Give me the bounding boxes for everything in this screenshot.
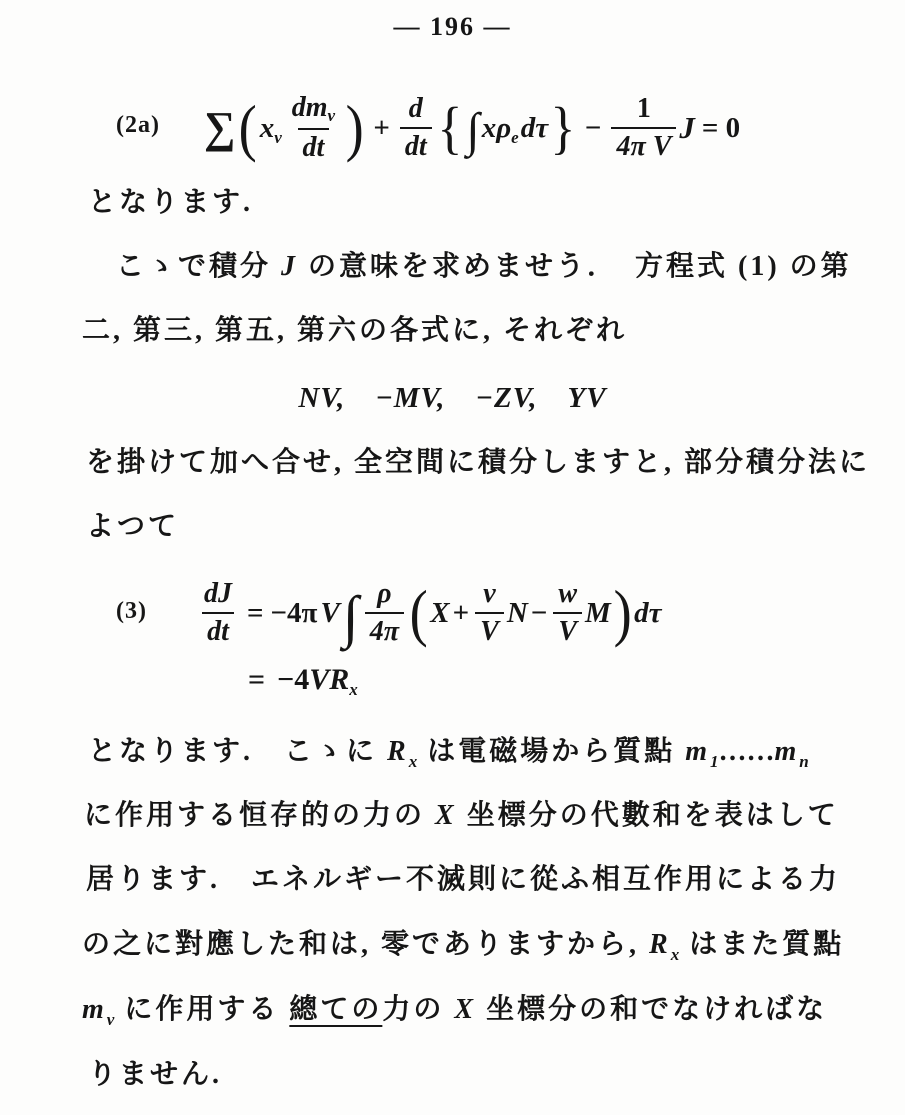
equation-3-result [248, 652, 360, 708]
var-mn: m [774, 736, 800, 767]
frac-num: 1 [636, 93, 651, 124]
var-N: N [506, 596, 528, 629]
text-segment: こゝで積分 [116, 251, 282, 282]
var-X: X [454, 994, 477, 1025]
frac-num-sub: ν [327, 106, 336, 125]
minus-operator: − [584, 111, 602, 144]
fraction-dm-dt [287, 94, 340, 162]
paragraph-line [116, 250, 852, 284]
var-x: x [259, 111, 275, 144]
text-segment: は電磁場から質點 [417, 736, 686, 767]
frac-num: dJ [204, 578, 232, 609]
paragraph-line: を掛けて加へ合せ, 全空間に積分しますと, 部分積分法に [86, 447, 871, 478]
var-m1: m [685, 736, 710, 767]
paragraph-line: よつて [86, 511, 180, 542]
sub-nu: ν [274, 128, 282, 147]
frac-num: v [483, 578, 496, 609]
equation-3-line1 [0, 568, 905, 658]
plus-operator: + [452, 596, 470, 629]
text-segment: 坐標分の代數和を表はして [456, 800, 839, 831]
equation-3-label: (3) [116, 598, 147, 624]
frac-den: V [553, 612, 582, 646]
sub-1: 1 [710, 752, 719, 771]
sub-e: e [511, 128, 519, 147]
var-J: J [281, 251, 299, 282]
summation-icon: ∑ [204, 103, 236, 152]
underlined-text: 總ての [289, 994, 383, 1025]
var-R: R [387, 736, 409, 767]
frac-den: 4π [365, 612, 404, 646]
var-M: M [585, 596, 611, 629]
sub-x: x [408, 752, 418, 771]
frac-den: dt [400, 127, 432, 161]
sub-x: x [670, 945, 680, 964]
close-brace: } [550, 94, 576, 160]
frac-den: 4π V [611, 127, 676, 161]
equation-2a-label: (2a) [116, 112, 160, 138]
frac-num: w [558, 578, 578, 609]
fraction-dJ-dt [199, 580, 237, 646]
text-segment: の意味を求めませう． 方程式 (1) の第 [298, 251, 852, 282]
fraction-d-dt [400, 95, 432, 161]
fraction-w-V [553, 580, 582, 646]
fraction-v-V [475, 580, 504, 646]
equation-3-line2 [0, 652, 905, 708]
paragraph-line [88, 735, 809, 772]
fraction-1-4piV [611, 95, 676, 161]
text-segment: はまた質點 [679, 929, 845, 960]
open-paren: ( [409, 577, 428, 649]
equals-zero: = 0 [701, 111, 741, 144]
text-segment: 坐標分の和でなければな [476, 994, 828, 1025]
var-VR: VR [309, 663, 350, 696]
differential-dtau: dτ [520, 111, 549, 144]
equals-sign: = [248, 663, 266, 696]
text-segment: に作用する [114, 994, 290, 1025]
coefficient: −4π [270, 596, 318, 629]
frac-den: dt [298, 128, 330, 162]
var-V: V [320, 596, 340, 629]
sub-x: x [349, 680, 358, 699]
var-X: X [435, 800, 457, 831]
paragraph-line: 二, 第三, 第五, 第六の各式に, それぞれ [82, 315, 628, 346]
ellipsis-dots: …… [718, 736, 775, 767]
page-number: — 196 — [393, 12, 512, 41]
var-R: R [649, 929, 671, 960]
plus-operator: + [373, 111, 390, 144]
open-paren: ( [238, 92, 258, 164]
equation-3-body [196, 568, 662, 658]
text-segment: に作用する恒存的の力の [84, 800, 436, 831]
frac-den: dt [202, 612, 234, 646]
text-segment: 力の [382, 994, 455, 1025]
frac-num: dm [291, 92, 328, 123]
close-paren: ) [345, 92, 364, 164]
equation-2a [0, 82, 905, 174]
paragraph-line: 居ります. エネルギー不滅則に從ふ相互作用による力 [86, 864, 841, 895]
paragraph-line [84, 799, 839, 833]
coefficient: −4 [277, 663, 310, 696]
var-J: J [679, 110, 695, 145]
equals-sign: = [247, 596, 264, 629]
integral-icon: ∫ [466, 104, 480, 157]
integral-icon: ∫ [342, 584, 359, 649]
paragraph-line [82, 928, 844, 965]
sub-n: n [799, 752, 809, 771]
open-brace: { [437, 94, 463, 160]
frac-num: d [408, 93, 423, 124]
multipliers-line: NV, −MV, −ZV, YV [298, 382, 607, 414]
frac-den: V [475, 612, 504, 646]
var-m: m [82, 994, 107, 1025]
text-segment: の之に對應した和は, 零でありますから, [82, 929, 650, 960]
equation-2a-body [204, 82, 747, 174]
paragraph-line: りません. [88, 1059, 223, 1090]
differential-dtau: dτ [634, 596, 662, 629]
text-segment: となります. こゝに [88, 736, 388, 767]
fraction-rho-4pi [365, 580, 404, 646]
var-X: X [430, 596, 450, 629]
close-paren: ) [613, 577, 632, 649]
sub-nu: ν [106, 1010, 115, 1029]
paragraph-line [82, 993, 827, 1030]
paragraph-line: となります. [88, 187, 254, 218]
integrand: xρ [481, 111, 512, 144]
frac-num: ρ [377, 578, 392, 609]
minus-operator: − [530, 596, 548, 629]
